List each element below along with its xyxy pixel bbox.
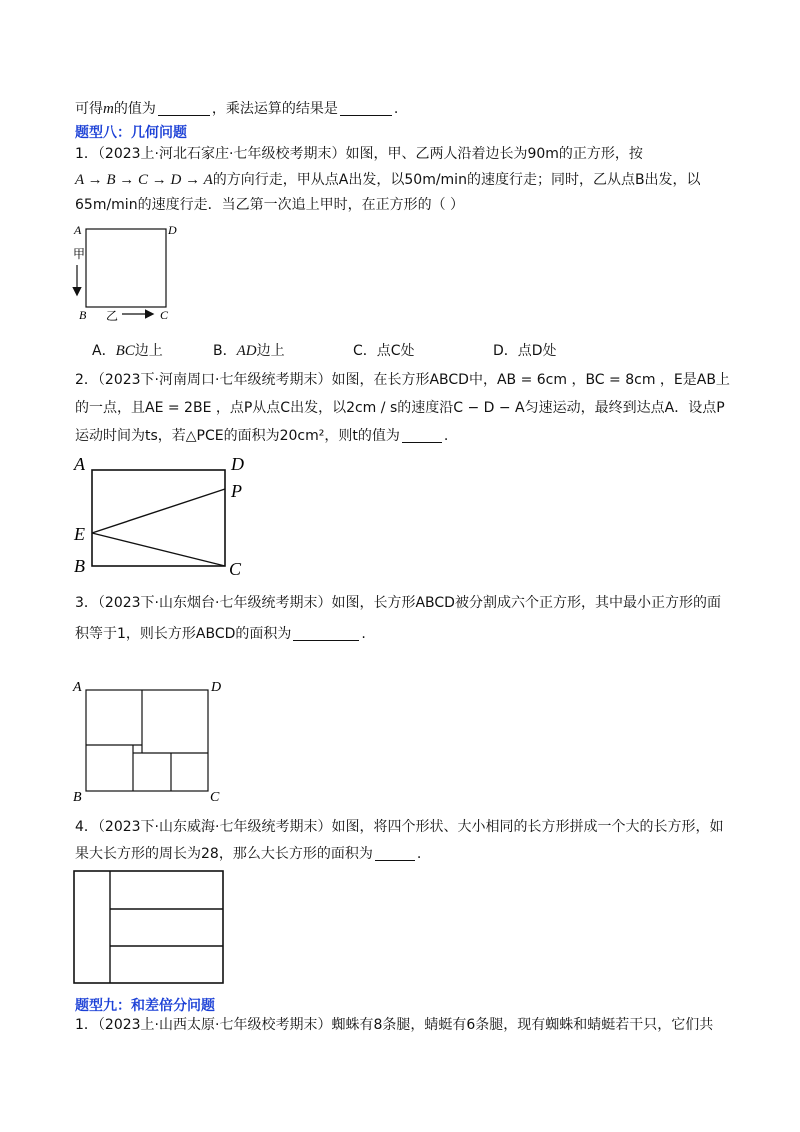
question-text: 65m/min的速度行走．当乙第一次追上甲时，在正方形的（ ） <box>75 197 465 213</box>
question-number: 1． <box>75 1017 98 1033</box>
vertex-label-c: C <box>210 790 220 805</box>
vertex-label-b: B <box>73 790 82 805</box>
label-jia: 甲 <box>73 247 86 261</box>
figure-rectangle-triangle <box>73 454 244 579</box>
vertex-label-a: A <box>73 680 82 695</box>
vertex-label-c: C <box>160 308 169 322</box>
vertex-label-d: D <box>231 454 244 474</box>
rect-outline <box>86 690 208 791</box>
option-text: 边上 <box>134 343 163 359</box>
vertex-label-b: B <box>74 556 85 576</box>
figure-four-rectangles <box>74 871 223 983</box>
question-text: 的方向行走，甲从点A出发，以50m/min的速度行走；同时，乙从点B出发，以 <box>212 172 701 188</box>
question-text: （2023下·河南周口·七年级统考期末）如图，在长方形ABCD中，AB = 6cm ，BC = 8cm ，E是AB上 <box>97 372 730 388</box>
option-text: 点C处 <box>376 343 415 359</box>
question-text: 果大长方形的周长为28，那么大长方形的面积为 <box>75 846 373 862</box>
option-letter: A． <box>92 343 116 359</box>
figure-six-squares <box>72 680 221 805</box>
vertex-label-p: P <box>231 481 242 501</box>
segment-ec <box>92 533 225 566</box>
option-text: 边上 <box>256 343 285 359</box>
question-text: 的一点，且AE = 2BE ，点P从点C出发，以2cm / s的速度沿C − D − A匀速运动，最终到达点A．设点P <box>75 400 725 416</box>
option-text: 点D处 <box>517 343 557 359</box>
option-letter: B． <box>213 343 237 359</box>
question-number: 4． <box>75 819 98 835</box>
path-formula: A → B → C → D → A <box>75 172 213 188</box>
segment-ep <box>92 489 225 533</box>
math-m: m <box>103 101 114 117</box>
question-text: 积等于1，则长方形ABCD的面积为 <box>75 626 292 642</box>
rect-outline <box>92 470 225 566</box>
option-letter: C． <box>353 343 377 359</box>
intro-text: . <box>393 101 399 117</box>
label-yi: 乙 <box>106 309 119 323</box>
question-text: （2023下·山东威海·七年级统考期末）如图，将四个形状、大小相同的长方形拼成一个大的长方形，如 <box>97 819 724 835</box>
option-math: BC <box>115 343 135 359</box>
intro-text: 可得 <box>75 101 103 117</box>
vertex-label-d: D <box>211 680 222 695</box>
question-text: . <box>361 626 366 642</box>
question-number: 1． <box>75 146 98 162</box>
question-text: （2023上·山西太原·七年级校考期末）蜘蛛有8条腿，蜻蜓有6条腿，现有蜘蛛和蜻蜓若干只，它们共 <box>97 1017 714 1033</box>
square-outline <box>86 229 166 307</box>
vertex-label-a: A <box>74 223 82 237</box>
section-heading: 题型九：和差倍分问题 <box>75 998 215 1014</box>
vertex-label-d: D <box>168 223 177 237</box>
option-letter: D． <box>493 343 518 359</box>
vertex-label-e: E <box>74 524 85 544</box>
question-text: （2023上·河北石家庄·七年级校考期末）如图，甲、乙两人沿着边长为90m的正方形，按 <box>97 146 643 162</box>
question-text: . <box>443 428 449 444</box>
rect-outline <box>74 871 223 983</box>
vertex-label-a: A <box>74 454 85 474</box>
question-text: 运动时间为ts，若△PCE的面积为20cm²，则t的值为 <box>75 428 400 444</box>
vertex-label-b: B <box>79 308 87 322</box>
vertex-label-c: C <box>229 559 242 579</box>
section-heading: 题型八：几何问题 <box>75 125 187 141</box>
figure-square-walk <box>73 223 177 323</box>
question-text: . <box>416 846 422 862</box>
intro-text: ，乘法运算的结果是 <box>211 101 338 117</box>
option-math: AD <box>236 343 257 359</box>
intro-text: 的值为 <box>113 101 156 117</box>
question-text: （2023下·山东烟台·七年级统考期末）如图，长方形ABCD被分割成六个正方形，其中最小正方形的面 <box>97 595 721 611</box>
question-number: 2． <box>75 372 98 388</box>
question-number: 3． <box>75 595 98 611</box>
